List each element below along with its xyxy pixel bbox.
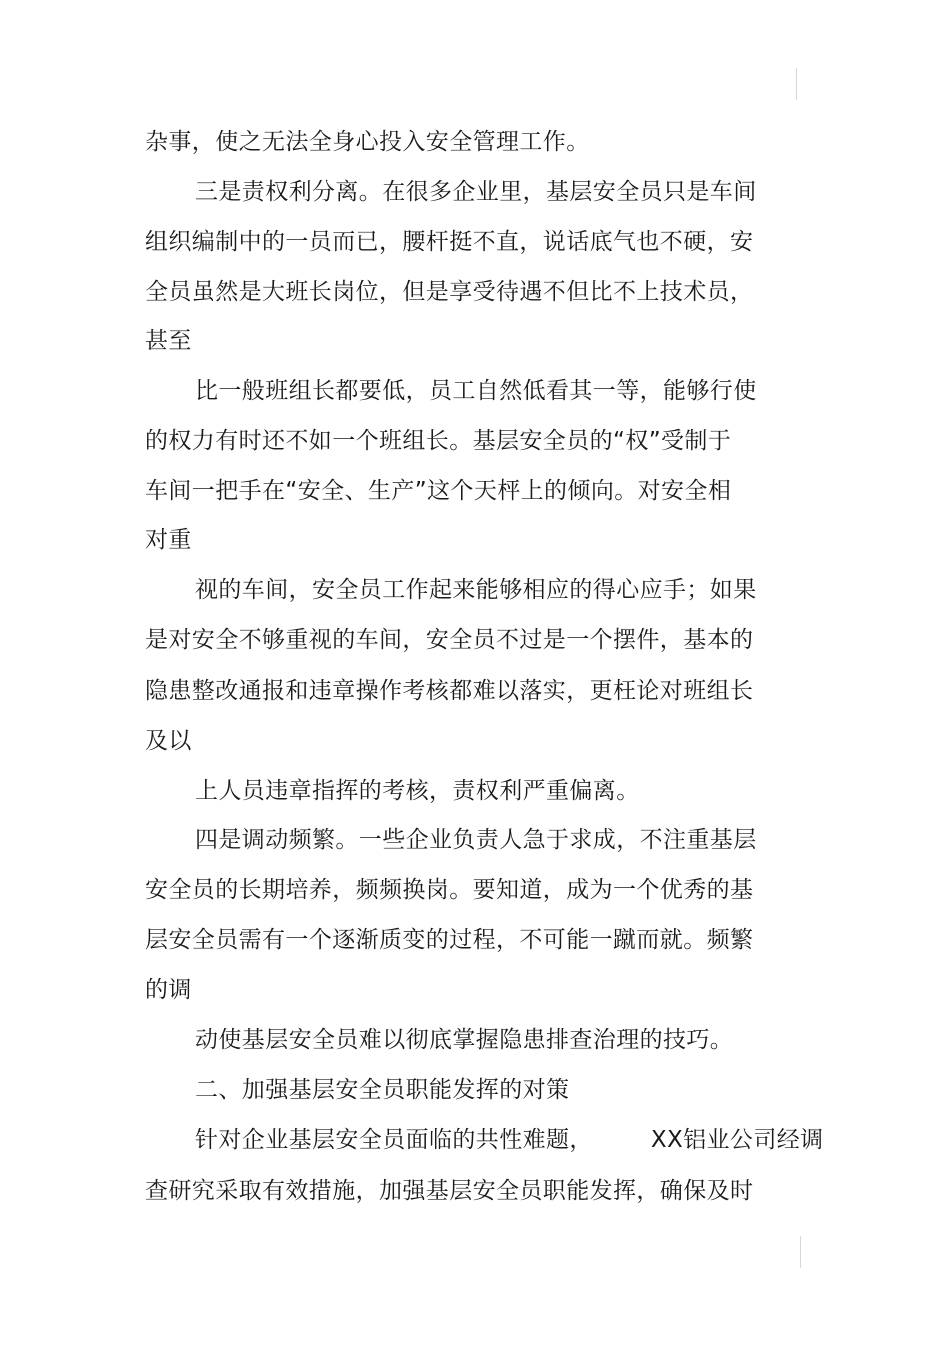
text-line: 的权力有时还不如一个班组长。基层安全员的“权”受制于 xyxy=(145,428,732,454)
text-line: 的调 xyxy=(145,977,192,1003)
text-line: 二、加强基层安全员职能发挥的对策 xyxy=(195,1077,570,1103)
text-line: 全员虽然是大班长岗位，但是享受待遇不但比不上技术员， xyxy=(145,279,754,305)
text-line: 四是调动频繁。一些企业负责人急于求成，不注重基层 xyxy=(195,827,757,853)
text-segment: 针对企业基层安全员面临的共性难题， xyxy=(195,1127,593,1153)
text-line: 安全员的长期培养，频频换岗。要知道，成为一个优秀的基 xyxy=(145,877,754,903)
text-line: 组织编制中的一员而已，腰杆挺不直，说话底气也不硬，安 xyxy=(145,229,754,255)
text-line: 及以 xyxy=(145,728,192,754)
text-line xyxy=(195,1125,824,1155)
text-line: 对重 xyxy=(145,527,192,553)
text-line: 层安全员需有一个逐渐质变的过程，不可能一蹴而就。频繁 xyxy=(145,927,754,953)
corner-mark-bottom-right xyxy=(800,1236,801,1268)
text-line: 甚至 xyxy=(145,328,192,354)
text-line: 三是责权利分离。在很多企业里，基层安全员只是车间 xyxy=(195,179,757,205)
text-line: 隐患整改通报和违章操作考核都难以落实，更枉论对班组长 xyxy=(145,678,754,704)
text-line: 动使基层安全员难以彻底掌握隐患排查治理的技巧。 xyxy=(195,1027,734,1053)
text-line: 查研究采取有效措施，加强基层安全员职能发挥，确保及时 xyxy=(145,1178,754,1204)
corner-mark-top-right xyxy=(796,68,797,100)
text-line: 视的车间，安全员工作起来能够相应的得心应手；如果 xyxy=(195,577,757,603)
text-segment: XX铝业公司经调 xyxy=(650,1127,824,1153)
text-line: 是对安全不够重视的车间，安全员不过是一个摆件，基本的 xyxy=(145,627,754,653)
text-line: 比一般班组长都要低，员工自然低看其一等，能够行使 xyxy=(195,378,757,404)
text-line: 上人员违章指挥的考核，责权利严重偏离。 xyxy=(195,778,640,804)
text-line: 杂事，使之无法全身心投入安全管理工作。 xyxy=(145,129,590,155)
text-line: 车间一把手在“安全、生产”这个天枰上的倾向。对安全相 xyxy=(145,478,732,504)
